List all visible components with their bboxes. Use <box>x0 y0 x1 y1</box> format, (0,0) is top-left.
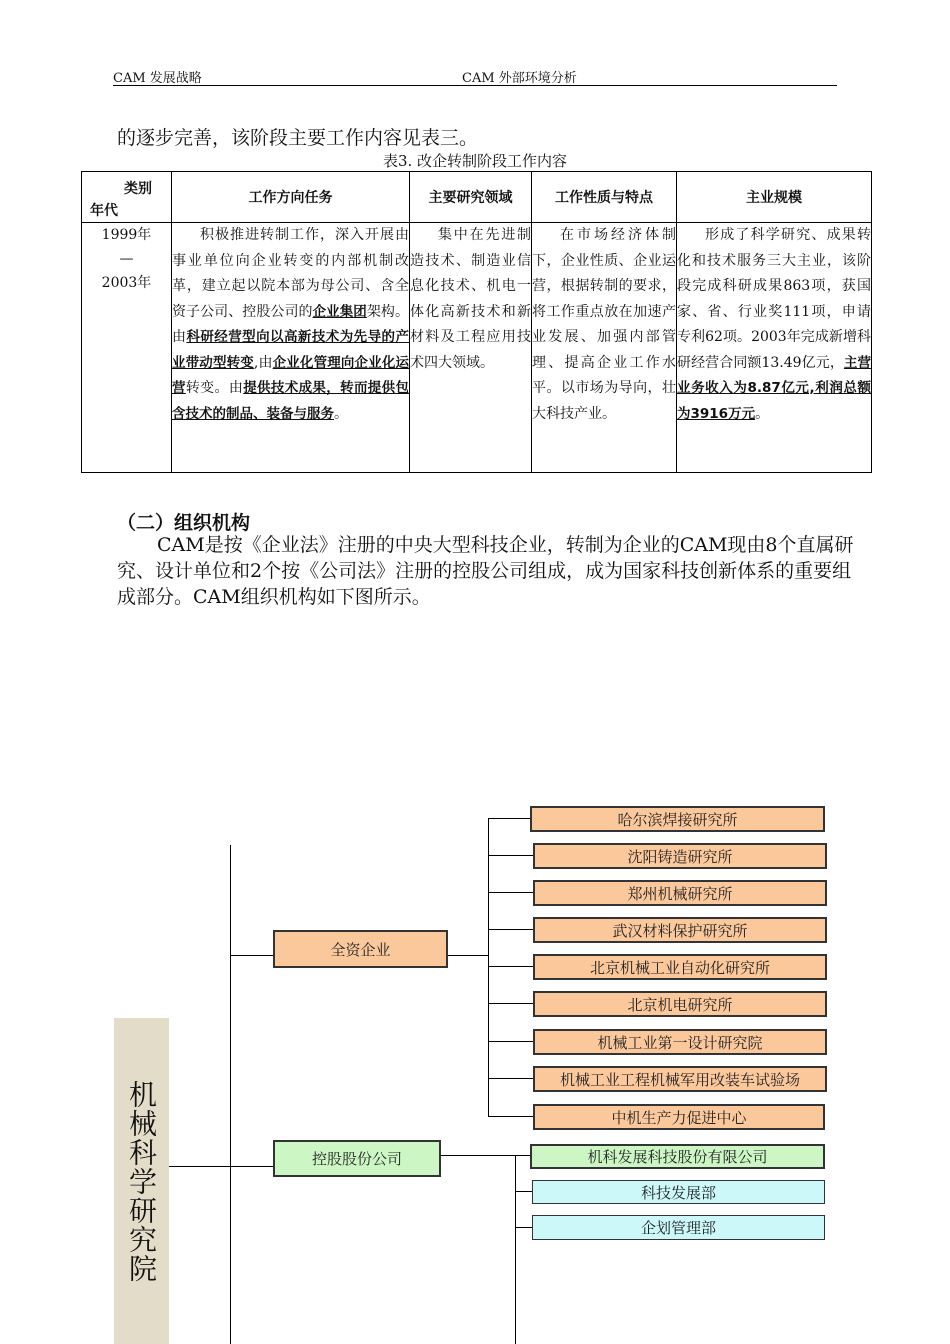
year-end: 2003年 <box>101 275 152 291</box>
intro-text: 的逐步完善，该阶段主要工作内容见表三。 <box>117 127 479 149</box>
header-task: 工作方向任务 <box>172 172 410 223</box>
research-cell <box>410 223 532 473</box>
group2-connector-line <box>230 1166 273 1167</box>
header-left: CAM 发展战略 <box>113 71 202 86</box>
unit-box: 郑州机械研究所 <box>533 880 827 906</box>
header-center: CAM 外部环境分析 <box>462 71 577 86</box>
branch-line <box>488 855 533 856</box>
org-root: 机械科学研究院 <box>114 1018 169 1344</box>
group-holding-company: 控股股份公司 <box>273 1140 441 1177</box>
year-cell <box>82 223 172 473</box>
header-research: 主要研究领域 <box>410 172 532 223</box>
dept-box: 科技发展部 <box>532 1180 825 1204</box>
dept-branch-line <box>515 1191 532 1192</box>
unit-box: 机械工业工程机械军用改装车试验场 <box>533 1066 827 1092</box>
group1-out-line <box>448 955 488 956</box>
branch-line <box>488 1003 533 1004</box>
branch-line <box>488 966 533 967</box>
unit-box: 北京机械工业自动化研究所 <box>533 954 827 980</box>
work-content-table <box>81 171 872 473</box>
branch-line <box>488 1078 533 1079</box>
unit-box: 北京机电研究所 <box>533 991 827 1017</box>
nature-text: 在市场经济体制下，企业性质、企业运营，根据转制的要求，将工作重点放在加速产业发展、加强内部管理、提高企业工作水平。以市场为导向，壮大科技产业。 <box>532 227 676 422</box>
task-bold-4: 提供技术成果，转而提供包含技术的制品、装备与服务 <box>172 380 409 422</box>
task-text-4: 转变。由 <box>185 380 244 396</box>
group2-out-line <box>441 1155 530 1156</box>
unit-box: 武汉材料保护研究所 <box>533 917 827 943</box>
group1-bracket-line <box>488 818 489 1117</box>
task-text-5: 。 <box>334 405 348 422</box>
section-title: （二）组织机构 <box>117 512 251 534</box>
unit-box: 沈阳铸造研究所 <box>533 843 827 869</box>
root-trunk-line <box>230 845 231 1344</box>
header-category: 类别 <box>124 181 152 197</box>
unit-box: 中机生产力促进中心 <box>533 1104 825 1130</box>
branch-line <box>488 1041 533 1042</box>
holding-company-box: 机科发展科技股份有限公司 <box>530 1144 825 1169</box>
nature-cell <box>532 223 677 473</box>
year-dash: — <box>119 251 134 267</box>
org-paragraph: CAM是按《企业法》注册的中央大型科技企业，转制为企业的CAM现由8个直属研究、设计单位和2个按《公司法》注册的控股公司组成，成为国家科技创新体系的重要组成部分。CAM组织机构如下图所示。 <box>117 534 854 608</box>
table-caption: 表3. 改企转制阶段工作内容 <box>382 152 568 170</box>
year-start: 1999年 <box>101 227 152 243</box>
branch-line <box>488 929 533 930</box>
task-bold-1: 企业集团 <box>312 303 367 320</box>
task-text-1: 积极推进转制工作，深入开展由事业单位向企业转变的内部机制改革，建立起以院本部为母公司、含全资子公司、控股公司的 <box>172 227 409 320</box>
group2-bracket-line <box>515 1155 516 1344</box>
task-bold-2: 科研经营型向以高新技术为先导的产业带动型转变 <box>172 329 409 371</box>
group1-connector-line <box>230 955 273 956</box>
research-text: 集中在先进制造技术、制造业信息化技术、机电一体化高新技术和新材料及工程应用技术四大领域。 <box>410 227 531 371</box>
scale-cell <box>677 223 872 473</box>
branch-line <box>488 1116 533 1117</box>
branch-line <box>488 818 530 819</box>
task-cell <box>172 223 410 473</box>
dept-box: 企划管理部 <box>532 1215 825 1240</box>
unit-box: 哈尔滨焊接研究所 <box>530 806 825 832</box>
scale-text-2: 。 <box>755 405 770 422</box>
root-connector-line <box>169 1166 230 1167</box>
scale-bold-1: 主营业务收入为8.87亿元,利润总额为3916万元 <box>677 354 871 422</box>
group-wholly-owned: 全资企业 <box>273 930 448 968</box>
unit-box: 机械工业第一设计研究院 <box>533 1029 827 1055</box>
header-category-era <box>82 172 172 223</box>
header-nature: 工作性质与特点 <box>532 172 677 223</box>
header-era: 年代 <box>90 203 118 219</box>
task-text-2: 架构。由 <box>172 303 409 345</box>
header-scale: 主业规模 <box>677 172 872 223</box>
scale-text-1: 形成了科学研究、成果转化和技术服务三大主业，该阶段完成科研成果863项，获国家、省、行业奖111项，申请专利62项。2003年完成新增科研经营合同额13.49亿元， <box>677 227 871 371</box>
task-text-3: ,由 <box>253 354 273 371</box>
header-rule <box>113 85 837 86</box>
branch-line <box>488 892 533 893</box>
dept-branch-line <box>515 1227 532 1228</box>
task-bold-3: 企业化管理向企业化运营 <box>172 354 410 396</box>
